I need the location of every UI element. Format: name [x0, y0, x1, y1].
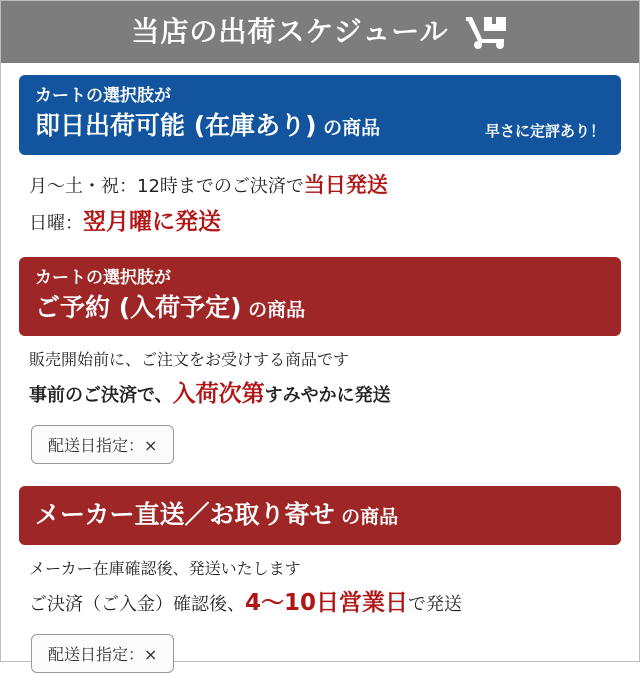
banner-main-reservation — [35, 291, 605, 325]
banner-main-text-reservation: ご予約 (入荷予定) — [35, 292, 242, 322]
row-prefix: メーカー在庫確認後、発送いたします — [29, 559, 301, 579]
section-banner-direct-shipping — [19, 486, 621, 546]
list-item — [29, 205, 611, 241]
row-prefix: 販売開始前に、ご注文をお受けする商品です — [29, 350, 350, 370]
banner-main-suffix-direct-shipping: の商品 — [334, 505, 399, 528]
banner-main-direct-shipping — [35, 498, 605, 532]
banner-main-text-in-stock: 即日出荷可能 (在庫あり) — [35, 110, 317, 140]
page-header — [1, 1, 639, 63]
banner-main-suffix-in-stock: の商品 — [316, 116, 381, 139]
row-prefix: 日曜： — [29, 213, 83, 235]
page-content — [1, 63, 639, 673]
section-rows-direct-shipping — [19, 545, 621, 672]
list-item — [29, 377, 611, 413]
row-prefix: ご決済（ご入金）確認後、 — [29, 594, 245, 616]
list-item — [29, 169, 611, 202]
row-emphasis: 入荷次第 — [172, 381, 265, 408]
section-rows-reservation — [19, 336, 621, 463]
row-emphasis: 4〜10日営業日 — [245, 590, 409, 617]
status-badge: 配送日指定：× — [31, 425, 174, 464]
row-emphasis: 当日発送 — [303, 172, 388, 197]
status-badge: 配送日指定：× — [31, 634, 174, 673]
banner-main-text-direct-shipping: メーカー直送／お取り寄せ — [35, 499, 335, 529]
row-prefix: 事前のご決済で、 — [29, 385, 173, 407]
section-rows-in-stock — [19, 155, 621, 241]
row-emphasis: 翌月曜に発送 — [83, 209, 221, 236]
banner-note-in-stock: 早さに定評あり！ — [484, 121, 605, 140]
row-suffix: すみやかに発送 — [264, 385, 391, 407]
list-item — [29, 348, 611, 373]
hand-truck-icon — [463, 15, 509, 49]
section-banner-in-stock — [19, 75, 621, 155]
row-suffix: で発送 — [408, 594, 463, 616]
banner-lead-reservation: カートの選択肢が — [35, 267, 171, 288]
section-banner-reservation — [19, 257, 621, 337]
list-item — [29, 557, 611, 582]
list-item — [29, 586, 611, 622]
banner-main-suffix-reservation: の商品 — [241, 298, 306, 321]
banner-lead-in-stock: カートの選択肢が — [35, 86, 171, 106]
page-title: 当店の出荷スケジュール — [131, 15, 449, 48]
row-prefix: 月〜土・祝：12時までのご決済で — [29, 175, 304, 197]
